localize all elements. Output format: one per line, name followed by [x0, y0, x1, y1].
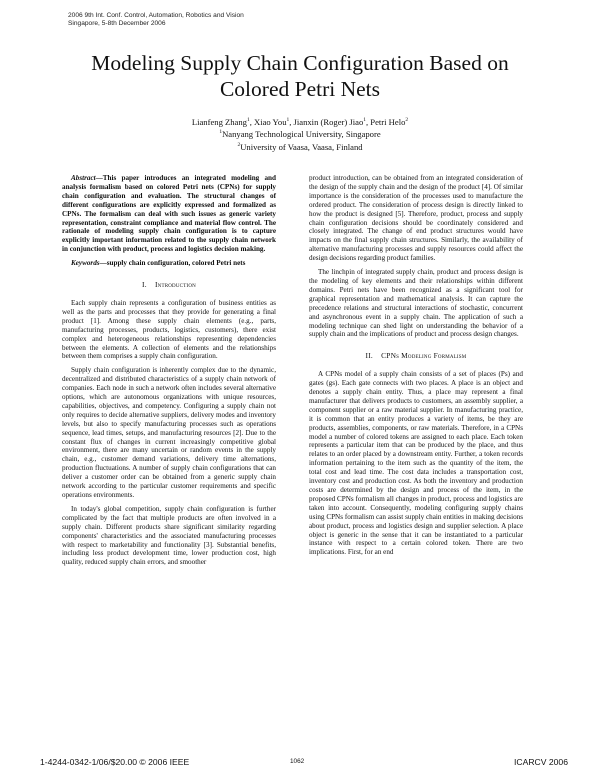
paper-title	[40, 50, 560, 102]
author-3-sup: 1	[363, 117, 366, 123]
author-4-sup: 2	[405, 117, 409, 123]
keywords-label: Keywords	[71, 259, 100, 268]
paragraph: Each supply chain represents a configuration of business entities as well as the parts and processes that they provide for generating a final product [1]. Among these supply chain elements (e.g., parts, manufacturing processes, products, logistics, customers), there exist complex and heterogeneous relationships representing dependencies between the elements. A collection of elements and the relationships between them comprises a supply chain configuration.	[62, 298, 276, 361]
section-1-title: Introduction	[154, 280, 196, 290]
footer-venue: ICARCV 2006	[514, 757, 568, 767]
author-2: Xiao You	[254, 116, 287, 127]
paragraph: In today's global competition, supply chain configuration is further complicated by the fact that multiple products are often involved in a supply chain. Different products share significant similarity regarding components' characteristics and the associated manufacturing processes with respect to marketability and functionality [3]. Substantial benefits, including less product development time, lower production cost, high quality, reduced supply chain errors, and smoother	[62, 504, 276, 567]
title-line-1: Modeling Supply Chain Configuration Based on	[91, 51, 509, 75]
keywords	[62, 259, 276, 268]
section-heading-introduction	[62, 281, 276, 290]
footer-isbn: 1-4244-0342-1/06/$20.00 © 2006 IEEE	[40, 757, 190, 767]
author-3: Jianxin (Roger) Jiao	[293, 116, 364, 127]
abstract-text: —This paper introduces an integrated modeling and analysis formalism based on colored Petri nets (CPNs) for supply chain configuration and evaluation. The structural changes of different configurations are explicitly expressed and formalized as CPNs. The formalism can deal with such issues as generic variety representation, constraint compliance and material flow control. The rationale of modeling supply chain configuration is to capture explicitly important information related to the supply chain network in conjunction with product, process and logistics decision making.	[62, 174, 276, 254]
section-heading-cpns	[309, 352, 523, 361]
right-column	[309, 174, 523, 557]
left-column	[62, 174, 276, 567]
paragraph: product introduction, can be obtained from an integrated consideration of the design of the supply chain and the design of the product [4]. Of similar importance is the consideration of the processes used to manufacture the ordered product. The consideration of process design is directly linked to how the product is designed [5]. Therefore, product, process and supply chain configuration decisions should be coordinately considered and closely integrated. The change of end product structures would have impacts on the final supply chain structures. Similarly, the availability of alternative manufacturing processes and supply resources could affect the design decisions regarding product families.	[309, 174, 523, 263]
section-2-number: II.	[365, 351, 373, 361]
author-list: Lianfeng Zhang$^1$, Xiao You$^1$, Jianxin (Roger) Jiao$^1$, Petri Helo$^2$	[191, 116, 409, 127]
section-1-number: I.	[142, 280, 147, 290]
paragraph: A CPNs model of a supply chain consists of a set of places (Ps) and gates (gs). Each gate connects with two places. A place is an object and denotes a supply chain entity. Thus, a place may represent a final manufacturer that delivers products to customers, an assembly supplier, a component supplier or a raw material supplier. In manufacturing practice, it is common that an entity produces a variety of items, be they are products, assemblies, components, or raw materials. Therefore, in a CPNs model a number of colored tokens are assigned to each place. Each token represents a particular item that can be produced by the place, and thus relates to an order placed by a downstream entity. Further, a token records information pertaining to the item such as the quantity of the item, the total cost and lead time. The cost data includes a transportation cost, inventory cost and production cost. As both the inventory and production costs are determined by the design and process of the item, in the proposed CPNs formalism all changes in product, process and logistics are taken into account. Consequently, modeling configuring supply chains using CPNs formalism can assist supply chain entities in making decisions about product, process and logistics design and supplier selection. A place object is generic in the sense that it can be instantiated to a particular instance with respect to a certain colored token. There are two implications. First, for an end	[309, 370, 523, 557]
keywords-text: —supply chain configuration, colored Petri nets	[99, 259, 246, 268]
affiliation-1-sup: 1	[219, 129, 223, 136]
paragraph: The linchpin of integrated supply chain, product and process design is the modeling of key elements and their relationships within different domains. Petri nets have been recognized as a significant tool for graphical representation and mathematical analysis. It can capture the precedence relations and structural interactions of stochastic, concurrent and asynchronous event in a supply chain. The application of such a modeling technique can shed light on understanding the behavior of a supply chain and the implications of product and process design changes.	[309, 268, 523, 339]
footer-page-number: 1062	[290, 758, 305, 765]
conference-header	[68, 12, 244, 28]
author-1-sup: 1	[246, 117, 250, 123]
affiliation-2	[100, 140, 500, 152]
affiliation-2-sup: 2	[237, 141, 241, 148]
title-line-2: Colored Petri Nets	[219, 77, 381, 101]
conference-line-1: 2006 9th Int. Conf. Control, Automation, Robotics and Vision	[68, 12, 244, 19]
affiliation-2-text: University of Vaasa, Vaasa, Finland	[240, 141, 363, 152]
affiliation-1-text: Nanyang Technological University, Singapore	[222, 129, 381, 140]
section-2-title: CPNs Modeling Formalism	[381, 351, 467, 361]
author-block	[100, 115, 500, 152]
author-2-sup: 1	[286, 117, 290, 123]
author-1: Lianfeng Zhang	[191, 116, 247, 127]
affiliation-1	[100, 127, 500, 139]
author-4: Petri Helo	[370, 116, 406, 127]
abstract-label: Abstract	[71, 174, 96, 182]
abstract	[62, 174, 276, 254]
paragraph: Supply chain configuration is inherently complex due to the dynamic, decentralized and distributed characteristics of a supply chain network of companies. Each node in such a network often includes several alternative options, which are autonomous organizations with unique resources, capabilities, objectives, and competency. Configuring a supply chain not only requires to decide alternative suppliers, delivery modes and inventory levels, but also to specify manufacturing processes such as operations sequence, lead times, setups, and manufacturing resources [2]. Due to the constant flux of changes in current increasingly competitive global environment, there are many uncertain or random events in the supply chain, e.g., customer demand variations, delivery time alternations, production fluctuations. A number of supply chain configurations that can deliver a customer order can be obtained from a generic supply chain network according to the particular customer requirements and specific operations environments.	[62, 366, 276, 499]
conference-line-2: Singapore, 5-8th December 2006	[68, 20, 166, 27]
